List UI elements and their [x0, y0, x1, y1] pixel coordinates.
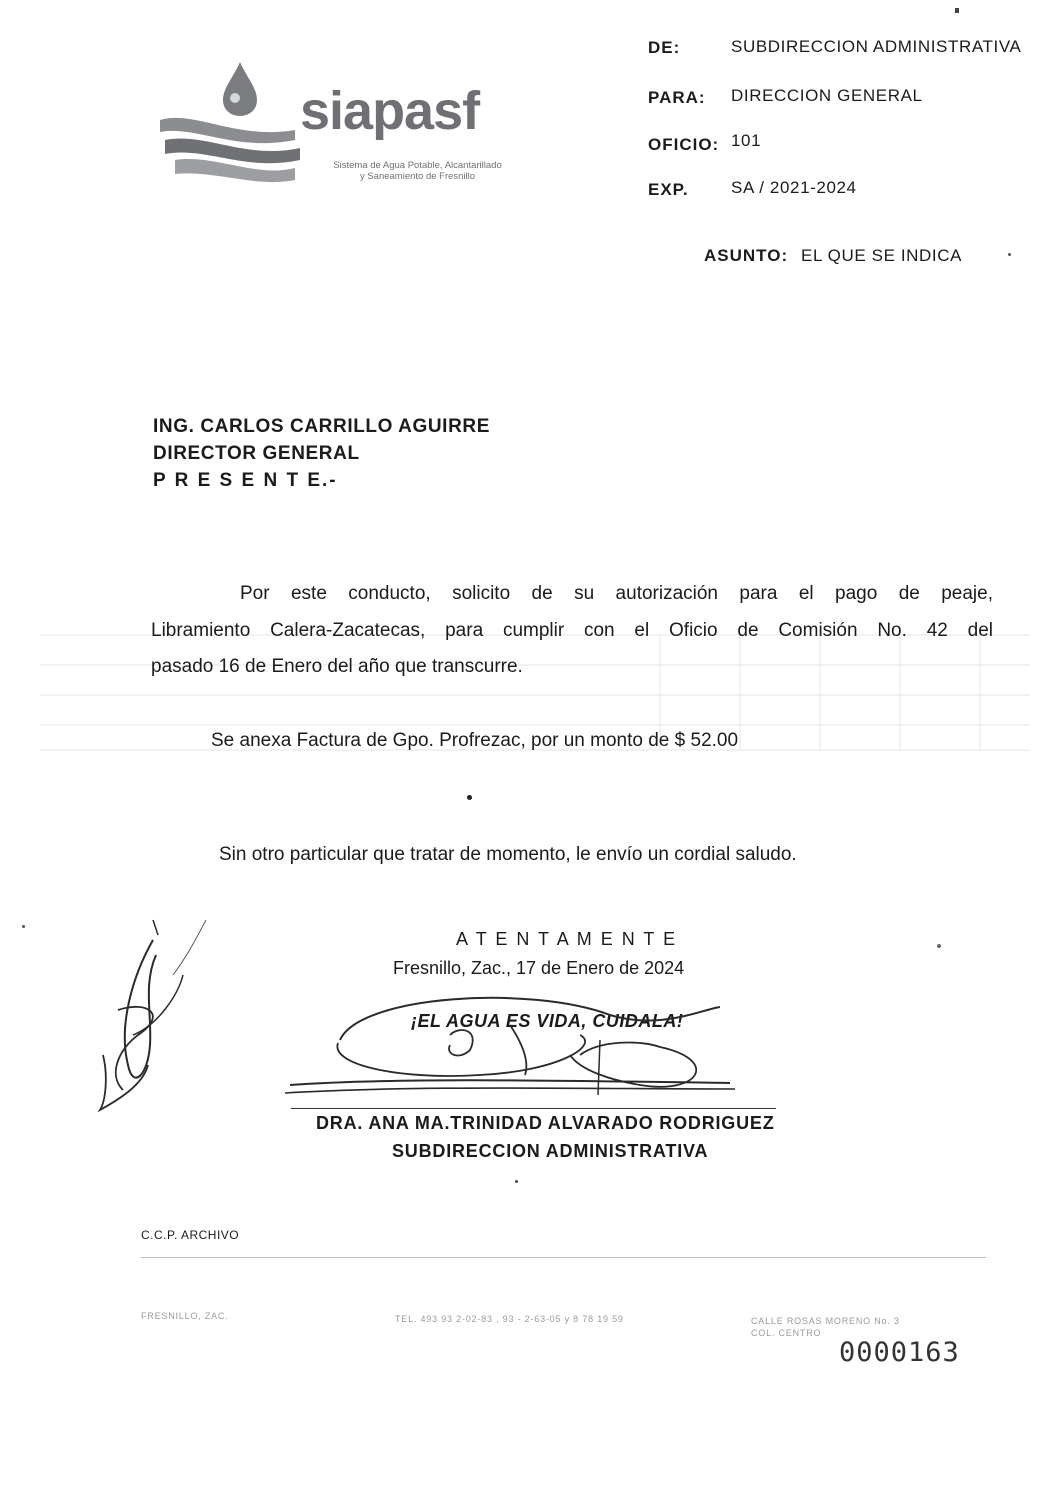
footer-address-line1: CALLE ROSAS MORENO No. 3	[751, 1316, 900, 1326]
speck	[937, 944, 941, 948]
exp-value: SA / 2021-2024	[731, 178, 857, 197]
stray-dot	[467, 795, 472, 800]
water-drop-icon	[155, 60, 305, 190]
body-paragraph-3: Sin otro particular que tratar de momento, le envío un cordial saludo.	[219, 844, 797, 865]
asunto-value: EL QUE SE INDICA	[801, 246, 963, 265]
ccp-archivo: C.C.P. ARCHIVO	[141, 1228, 240, 1242]
footer-address-line2: COL. CENTRO	[751, 1328, 822, 1338]
footer-phones: TEL. 493 93 2-02-83 , 93 - 2-63-05 y 8 78 19 59	[395, 1314, 624, 1324]
logo-wordmark: siapasf	[300, 81, 480, 141]
siapasf-logo	[155, 60, 535, 200]
signer-position: SUBDIRECCION ADMINISTRATIVA	[392, 1141, 709, 1161]
para-value: DIRECCION GENERAL	[731, 86, 923, 105]
logo-subtitle-line1: Sistema de Agua Potable, Alcantarillado	[333, 160, 502, 171]
folio-number: 0000163	[839, 1337, 960, 1368]
body-paragraph-1-line-2: Libramiento Calera-Zacatecas, para cumplir con el Oficio de Comisión No. 42 del	[151, 620, 993, 641]
logo-subtitle-line2: y Saneamiento de Fresnillo	[359, 171, 476, 182]
footer-divider	[141, 1257, 986, 1258]
signature-line	[291, 1108, 776, 1109]
speck	[22, 925, 25, 928]
recipient-position: DIRECTOR GENERAL	[153, 443, 360, 464]
atentamente: A T E N T A M E N T E	[456, 929, 678, 949]
exp-label: EXP.	[648, 180, 689, 199]
logo-subtitle	[305, 160, 530, 182]
motto: ¡EL AGUA ES VIDA, CUIDALA!	[411, 1011, 684, 1031]
body-paragraph-1-line-1: Por este conducto, solicito de su autorización para el pago de peaje,	[240, 583, 993, 604]
asunto-label: ASUNTO:	[704, 246, 789, 265]
speck	[955, 8, 959, 13]
place-date: Fresnillo, Zac., 17 de Enero de 2024	[393, 958, 685, 978]
speck	[515, 1180, 518, 1183]
de-value: SUBDIRECCION ADMINISTRATIVA	[731, 37, 1022, 56]
speck	[1008, 253, 1011, 256]
de-label: DE:	[648, 38, 681, 57]
recipient-name: ING. CARLOS CARRILLO AGUIRRE	[153, 416, 490, 437]
body-paragraph-1-line-3: pasado 16 de Enero del año que transcurre.	[151, 656, 523, 677]
para-label: PARA:	[648, 88, 706, 107]
oficio-value: 101	[731, 131, 762, 150]
signer-name: DRA. ANA MA.TRINIDAD ALVARADO RODRIGUEZ	[316, 1113, 775, 1133]
main-signature	[280, 985, 740, 1105]
recipient-greeting: P R E S E N T E.-	[153, 470, 338, 491]
oficio-label: OFICIO:	[648, 135, 720, 154]
margin-signature	[88, 915, 218, 1125]
body-paragraph-2: Se anexa Factura de Gpo. Profrezac, por un monto de $ 52.00	[211, 730, 739, 751]
footer-city: FRESNILLO, ZAC.	[141, 1311, 229, 1321]
